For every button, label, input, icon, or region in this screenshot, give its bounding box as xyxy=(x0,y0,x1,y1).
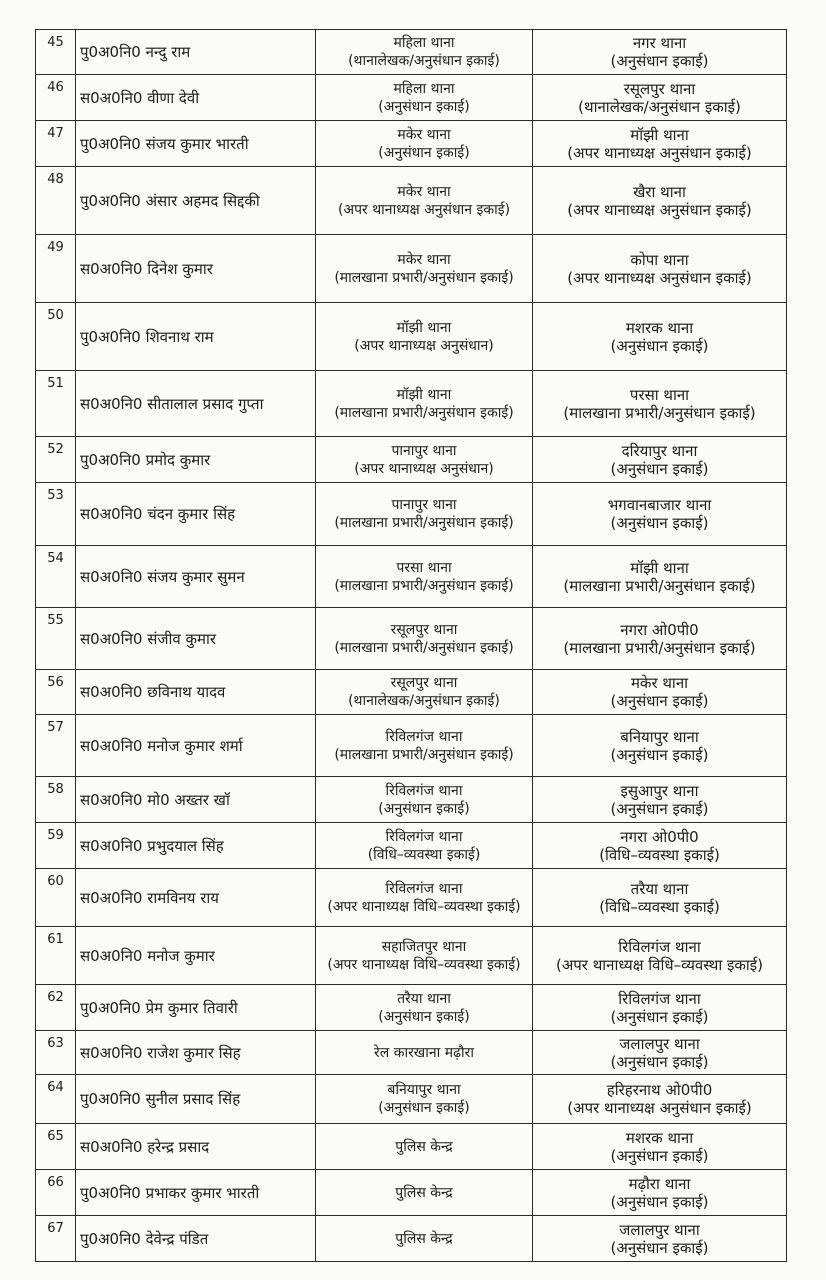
current-posting-station: पानापुर थाना xyxy=(391,442,457,459)
current-posting-unit: (अपर थानाध्यक्ष अनुसंधान) xyxy=(354,337,494,354)
current-posting-station: परसा थाना xyxy=(396,559,452,576)
table-row xyxy=(36,1124,787,1170)
table-row xyxy=(36,303,787,371)
current-posting xyxy=(316,1170,533,1216)
serial-number: 45 xyxy=(36,30,76,75)
new-posting-unit: (अनुसंधान इकाई) xyxy=(610,1192,709,1211)
new-posting xyxy=(533,608,787,670)
current-posting xyxy=(316,303,533,371)
officer-name: स0अ0नि0 मनोज कुमार xyxy=(76,927,316,985)
table-row xyxy=(36,927,787,985)
officer-name: पु0अ0नि0 शिवनाथ राम xyxy=(76,303,316,371)
current-posting xyxy=(316,715,533,777)
serial-number: 65 xyxy=(36,1124,76,1170)
new-posting-unit: (अनुसंधान इकाई) xyxy=(610,1007,709,1026)
serial-number: 54 xyxy=(36,546,76,608)
new-posting-station: रसूलपुर थाना xyxy=(623,79,696,98)
current-posting-station: रिविलगंज थाना xyxy=(385,728,463,745)
current-posting-station: रिविलगंज थाना xyxy=(385,880,463,897)
serial-number: 50 xyxy=(36,303,76,371)
table-row xyxy=(36,483,787,546)
current-posting-unit: (अनुसंधान इकाई) xyxy=(378,144,470,161)
new-posting xyxy=(533,437,787,483)
transfer-table xyxy=(35,29,787,1262)
serial-number: 60 xyxy=(36,869,76,927)
current-posting xyxy=(316,869,533,927)
new-posting-unit: (अनुसंधान इकाई) xyxy=(610,459,709,478)
current-posting xyxy=(316,1075,533,1124)
new-posting xyxy=(533,1031,787,1075)
current-posting-station: मॉझी थाना xyxy=(396,386,452,403)
new-posting-unit: (अपर थानाध्यक्ष अनुसंधान इकाई) xyxy=(567,143,752,162)
serial-number: 58 xyxy=(36,777,76,823)
new-posting xyxy=(533,823,787,869)
new-posting-unit: (मालखाना प्रभारी/अनुसंधान इकाई) xyxy=(563,576,756,595)
new-posting xyxy=(533,1216,787,1262)
officer-name: पु0अ0नि0 प्रेम कुमार तिवारी xyxy=(76,985,316,1031)
current-posting-unit: (अनुसंधान इकाई) xyxy=(378,1008,470,1025)
current-posting-unit: (अनुसंधान इकाई) xyxy=(378,800,470,817)
officer-name: स0अ0नि0 रामविनय राय xyxy=(76,869,316,927)
serial-number: 57 xyxy=(36,715,76,777)
new-posting xyxy=(533,1124,787,1170)
current-posting-unit: (अनुसंधान इकाई) xyxy=(378,98,470,115)
new-posting-station: रिविलगंज थाना xyxy=(618,937,701,956)
new-posting-station: नगरा ओ0पी0 xyxy=(620,620,699,639)
new-posting-unit: (अनुसंधान इकाई) xyxy=(610,1238,709,1257)
current-posting-station: महिला थाना xyxy=(393,35,455,51)
new-posting xyxy=(533,483,787,546)
current-posting-station: मॉझी थाना xyxy=(396,319,452,336)
officer-name: स0अ0नि0 मनोज कुमार शर्मा xyxy=(76,715,316,777)
new-posting-unit: (विधि–व्यवस्था इकाई) xyxy=(599,845,720,864)
new-posting-station: जलालपुर थाना xyxy=(619,1220,700,1239)
current-posting xyxy=(316,121,533,167)
current-posting-station: महिला थाना xyxy=(393,80,455,97)
new-posting xyxy=(533,167,787,235)
officer-name: पु0अ0नि0 नन्दु राम xyxy=(76,30,316,75)
new-posting xyxy=(533,546,787,608)
current-posting-station: पानापुर थाना xyxy=(391,497,457,513)
new-posting-station: तरैया थाना xyxy=(630,879,689,898)
current-posting-unit: (थानालेखक/अनुसंधान इकाई) xyxy=(348,53,500,69)
table-row xyxy=(36,167,787,235)
current-posting-unit: (अपर थानाध्यक्ष अनुसंधान इकाई) xyxy=(337,201,511,218)
table-row xyxy=(36,777,787,823)
officer-name: पु0अ0नि0 सुनील प्रसाद सिंह xyxy=(76,1075,316,1124)
officer-name: स0अ0नि0 संजीव कुमार xyxy=(76,608,316,670)
new-posting-station: भगवानबाजार थाना xyxy=(607,496,712,514)
new-posting-station: परसा थाना xyxy=(629,385,690,404)
current-posting-station: रिविलगंज थाना xyxy=(385,782,463,799)
new-posting-unit: (थानालेखक/अनुसंधान इकाई) xyxy=(578,97,741,116)
table-row xyxy=(36,869,787,927)
table-row xyxy=(36,1031,787,1075)
officer-name: स0अ0नि0 दिनेश कुमार xyxy=(76,235,316,303)
serial-number: 67 xyxy=(36,1216,76,1262)
officer-name: पु0अ0नि0 प्रमोद कुमार xyxy=(76,437,316,483)
current-posting xyxy=(316,1216,533,1262)
new-posting-station: रिविलगंज थाना xyxy=(618,989,701,1008)
new-posting-station: मढ़ौरा थाना xyxy=(628,1174,691,1193)
current-posting-station: रसूलपुर थाना xyxy=(390,621,458,638)
new-posting-station: खैरा थाना xyxy=(633,182,686,201)
current-posting-unit: (मालखाना प्रभारी/अनुसंधान इकाई) xyxy=(334,577,514,594)
new-posting xyxy=(533,303,787,371)
current-posting xyxy=(316,235,533,303)
current-posting-unit: (मालखाना प्रभारी/अनुसंधान इकाई) xyxy=(334,404,514,421)
new-posting xyxy=(533,371,787,437)
current-posting-unit: (मालखाना प्रभारी/अनुसंधान इकाई) xyxy=(334,515,514,531)
current-posting-unit: (मालखाना प्रभारी/अनुसंधान इकाई) xyxy=(334,269,514,286)
new-posting xyxy=(533,1075,787,1124)
table-row xyxy=(36,121,787,167)
new-posting-unit: (अनुसंधान इकाई) xyxy=(610,514,709,532)
new-posting-station: जलालपुर थाना xyxy=(619,1034,700,1053)
new-posting-unit: (अनुसंधान इकाई) xyxy=(610,1052,709,1071)
current-posting-station: रेल कारखाना मढ़ौरा xyxy=(374,1044,474,1061)
new-posting xyxy=(533,670,787,715)
officer-name: पु0अ0नि0 प्रभाकर कुमार भारती xyxy=(76,1170,316,1216)
new-posting-unit: (अपर थानाध्यक्ष अनुसंधान इकाई) xyxy=(567,268,752,287)
new-posting-station: मकेर थाना xyxy=(630,674,689,692)
new-posting xyxy=(533,75,787,121)
table-row xyxy=(36,1170,787,1216)
officer-name: स0अ0नि0 हरेन्द्र प्रसाद xyxy=(76,1124,316,1170)
serial-number: 49 xyxy=(36,235,76,303)
current-posting-station: सहाजितपुर थाना xyxy=(381,938,467,955)
new-posting-station: दरियापुर थाना xyxy=(621,441,698,460)
officer-name: स0अ0नि0 राजेश कुमार सिह xyxy=(76,1031,316,1075)
current-posting xyxy=(316,608,533,670)
table-row xyxy=(36,985,787,1031)
current-posting-station: मकेर थाना xyxy=(397,251,451,268)
current-posting xyxy=(316,371,533,437)
new-posting xyxy=(533,777,787,823)
new-posting-unit: (विधि–व्यवस्था इकाई) xyxy=(599,897,720,916)
current-posting xyxy=(316,670,533,715)
new-posting-unit: (अनुसंधान इकाई) xyxy=(610,336,709,355)
new-posting xyxy=(533,1170,787,1216)
current-posting xyxy=(316,1031,533,1075)
current-posting-unit: (मालखाना प्रभारी/अनुसंधान इकाई) xyxy=(334,746,514,763)
serial-number: 51 xyxy=(36,371,76,437)
current-posting xyxy=(316,1124,533,1170)
current-posting-station: पुलिस केन्द्र xyxy=(395,1230,453,1247)
table-row xyxy=(36,75,787,121)
new-posting-unit: (अनुसंधान इकाई) xyxy=(610,692,709,710)
new-posting-unit: (अपर थानाध्यक्ष अनुसंधान इकाई) xyxy=(567,1099,752,1117)
current-posting-unit: (अनुसंधान इकाई) xyxy=(378,1100,470,1116)
transfer-table-body xyxy=(36,30,787,1262)
current-posting xyxy=(316,927,533,985)
serial-number: 61 xyxy=(36,927,76,985)
new-posting-station: मशरक थाना xyxy=(625,318,694,337)
table-row xyxy=(36,1075,787,1124)
new-posting xyxy=(533,927,787,985)
new-posting-station: नगर थाना xyxy=(632,34,687,52)
new-posting-station: मॉझी थाना xyxy=(630,558,689,577)
new-posting xyxy=(533,715,787,777)
table-row xyxy=(36,670,787,715)
serial-number: 59 xyxy=(36,823,76,869)
current-posting-unit: (थानालेखक/अनुसंधान इकाई) xyxy=(348,693,500,709)
new-posting-unit: (अनुसंधान इकाई) xyxy=(610,1146,709,1165)
new-posting xyxy=(533,30,787,75)
current-posting-unit: (अपर थानाध्यक्ष विधि–व्यवस्था इकाई) xyxy=(327,898,521,915)
current-posting-unit: (अपर थानाध्यक्ष विधि–व्यवस्था इकाई) xyxy=(327,956,521,973)
serial-number: 55 xyxy=(36,608,76,670)
current-posting-station: मकेर थाना xyxy=(397,183,451,200)
new-posting-unit: (अनुसंधान इकाई) xyxy=(610,799,709,818)
serial-number: 64 xyxy=(36,1075,76,1124)
new-posting-station: इसुआपुर थाना xyxy=(620,781,699,800)
current-posting xyxy=(316,167,533,235)
table-row xyxy=(36,437,787,483)
current-posting xyxy=(316,437,533,483)
new-posting-station: मॉझी थाना xyxy=(630,125,689,144)
current-posting xyxy=(316,985,533,1031)
table-row xyxy=(36,608,787,670)
officer-name: स0अ0नि0 संजय कुमार सुमन xyxy=(76,546,316,608)
officer-name: स0अ0नि0 वीणा देवी xyxy=(76,75,316,121)
officer-name: स0अ0नि0 मो0 अख्तर खॉ xyxy=(76,777,316,823)
officer-name: पु0अ0नि0 संजय कुमार भारती xyxy=(76,121,316,167)
serial-number: 66 xyxy=(36,1170,76,1216)
officer-name: स0अ0नि0 चंदन कुमार सिंह xyxy=(76,483,316,546)
officer-name: पु0अ0नि0 देवेन्द्र पंडित xyxy=(76,1216,316,1262)
current-posting-station: बनियापुर थाना xyxy=(387,1082,461,1098)
new-posting-station: कोपा थाना xyxy=(630,250,689,269)
officer-name: स0अ0नि0 प्रभुदयाल सिंह xyxy=(76,823,316,869)
table-row xyxy=(36,371,787,437)
current-posting xyxy=(316,546,533,608)
new-posting-unit: (अनुसंधान इकाई) xyxy=(610,52,709,70)
table-row xyxy=(36,823,787,869)
current-posting xyxy=(316,30,533,75)
serial-number: 47 xyxy=(36,121,76,167)
serial-number: 62 xyxy=(36,985,76,1031)
new-posting-station: बनियापुर थाना xyxy=(620,727,699,746)
table-row xyxy=(36,235,787,303)
current-posting-station: रसूलपुर थाना xyxy=(390,675,458,691)
new-posting-unit: (मालखाना प्रभारी/अनुसंधान इकाई) xyxy=(563,403,756,422)
serial-number: 56 xyxy=(36,670,76,715)
current-posting xyxy=(316,777,533,823)
current-posting xyxy=(316,75,533,121)
new-posting-unit: (अपर थानाध्यक्ष अनुसंधान इकाई) xyxy=(567,200,752,219)
current-posting xyxy=(316,823,533,869)
new-posting-unit: (मालखाना प्रभारी/अनुसंधान इकाई) xyxy=(563,638,756,657)
current-posting-station: पुलिस केन्द्र xyxy=(395,1184,453,1201)
current-posting-unit: (अपर थानाध्यक्ष अनुसंधान) xyxy=(354,460,494,477)
new-posting-unit: (अनुसंधान इकाई) xyxy=(610,745,709,764)
serial-number: 46 xyxy=(36,75,76,121)
table-row xyxy=(36,715,787,777)
current-posting-station: मकेर थाना xyxy=(397,126,451,143)
new-posting xyxy=(533,869,787,927)
officer-name: स0अ0नि0 सीतालाल प्रसाद गुप्ता xyxy=(76,371,316,437)
current-posting-unit: (विधि–व्यवस्था इकाई) xyxy=(367,846,481,863)
officer-name: स0अ0नि0 छविनाथ यादव xyxy=(76,670,316,715)
officer-name: पु0अ0नि0 अंसार अहमद सिद्दकी xyxy=(76,167,316,235)
new-posting xyxy=(533,121,787,167)
current-posting-station: तरैया थाना xyxy=(397,990,451,1007)
new-posting xyxy=(533,235,787,303)
new-posting xyxy=(533,985,787,1031)
new-posting-station: हरिहरनाथ ओ0पी0 xyxy=(606,1081,713,1099)
serial-number: 48 xyxy=(36,167,76,235)
serial-number: 52 xyxy=(36,437,76,483)
serial-number: 53 xyxy=(36,483,76,546)
new-posting-station: मशरक थाना xyxy=(625,1128,694,1147)
new-posting-unit: (अपर थानाध्यक्ष विधि–व्यवस्था इकाई) xyxy=(555,955,764,974)
table-row xyxy=(36,1216,787,1262)
table-row xyxy=(36,30,787,75)
current-posting-station: रिविलगंज थाना xyxy=(385,828,463,845)
new-posting-station: नगरा ओ0पी0 xyxy=(620,827,699,846)
current-posting-station: पुलिस केन्द्र xyxy=(395,1138,453,1155)
serial-number: 63 xyxy=(36,1031,76,1075)
current-posting xyxy=(316,483,533,546)
current-posting-unit: (मालखाना प्रभारी/अनुसंधान इकाई) xyxy=(334,639,514,656)
table-row xyxy=(36,546,787,608)
